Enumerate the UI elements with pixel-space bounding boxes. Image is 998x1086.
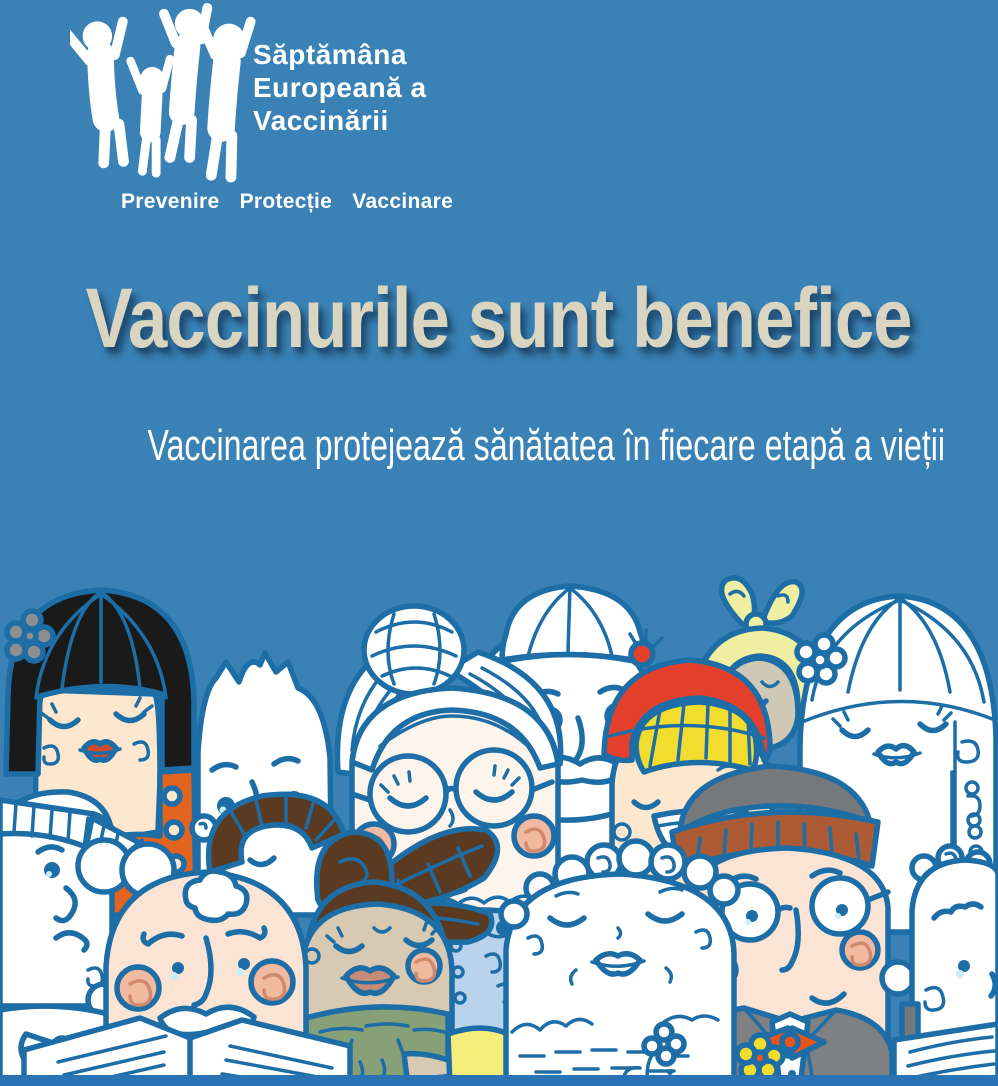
logo-title-line-1: Săptămâna [253,39,407,70]
tagline-word-protectie: Protecție [239,190,333,213]
crowd-illustration [0,570,998,1086]
tagline-word-vaccinare: Vaccinare [352,190,454,213]
tagline [121,190,453,214]
subtitle [0,422,998,470]
jumping-child-1 [70,17,147,167]
jumping-children-icon [70,2,260,184]
bottom-bar [0,1075,998,1086]
logo-title-line-2: Europeană a [253,72,427,103]
jumping-child-4 [201,22,250,177]
headline [0,271,998,365]
headline-text: Vaccinurile sunt benefice [85,271,913,365]
character-woman-curly-hair [501,841,738,1086]
jumping-child-2 [131,59,170,173]
logo-title [253,38,427,137]
subtitle-text: Vaccinarea protejează sănătatea în fiecare etapă a vieții [147,421,946,470]
tagline-word-prevenire: Prevenire [121,190,220,213]
logo-title-line-3: Vaccinării [253,105,389,136]
